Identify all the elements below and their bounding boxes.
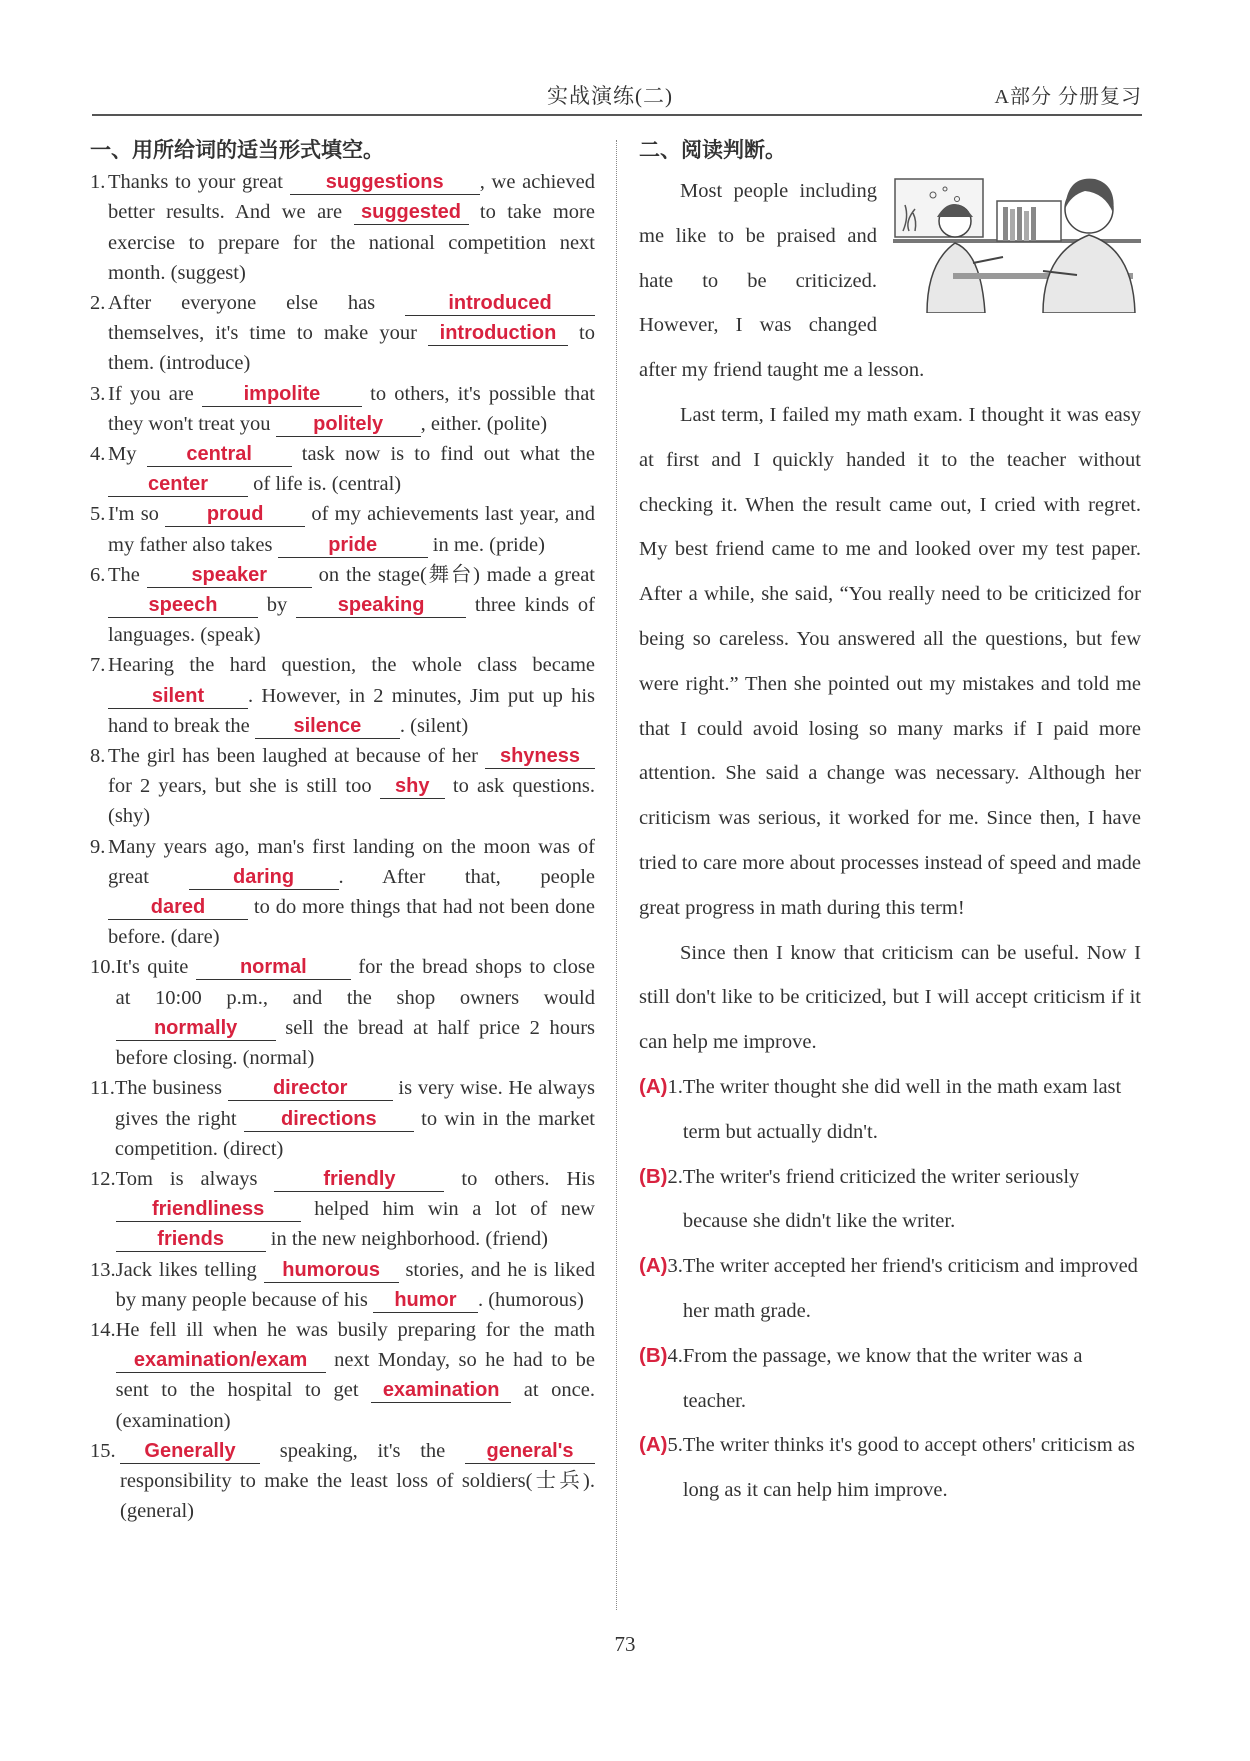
question-number: 9. [90, 835, 106, 858]
answer-blank: introduced [405, 291, 595, 316]
question-6: 6. The speaker on the stage(舞台) made a great speech by speaking three kinds of languages. (speak) [90, 560, 595, 651]
answer-blank: politely [276, 412, 421, 437]
question-10: 10. It's quite normal for the bread shops to close at 10:00 p.m., and the shop owners would normally sell the bread at half price 2 hours before closing. (normal) [90, 952, 595, 1073]
question-number: 12. [90, 1167, 116, 1190]
question-number: 2. [90, 292, 106, 315]
answer-blank: introduction [428, 321, 568, 346]
question-number: 1. [90, 171, 106, 194]
question-5: 5. I'm so proud of my achievements last year, and my father also takes pride in me. (pride) [90, 499, 595, 559]
question-number: 4. [90, 443, 106, 466]
question-8: 8. The girl has been laughed at because of her shyness for 2 years, but she is still too shy to ask questions.(shy) [90, 741, 595, 832]
answer-mark: (A) [639, 1433, 668, 1457]
answer-blank: speech [108, 593, 258, 618]
answer-blank: suggestions [290, 170, 480, 195]
answer-blank: silence [255, 714, 400, 739]
teacher-student-illustration [893, 173, 1141, 313]
question-number: 3. [667, 1255, 683, 1278]
passage-paragraph-3: Since then I know that criticism can be useful. Now I still don't like to be criticized, but I will accept criticism if it can help me improve. [639, 941, 1141, 1054]
answer-blank: examination [371, 1378, 511, 1403]
question-text: The writer's friend criticized the writer seriously because she didn't like the writer. [682, 1165, 1080, 1233]
passage-paragraph-1: Most people including me like to be praised and hate to be criticized. However, I was changed after my friend taught me a lesson. [639, 180, 925, 382]
answer-blank: Generally [120, 1439, 260, 1464]
answer-blank: humor [373, 1288, 478, 1313]
answer-blank: speaking [296, 593, 466, 618]
question-number: 15. [90, 1439, 116, 1462]
answer-blank: speaker [147, 563, 312, 588]
answer-blank: humorous [264, 1258, 399, 1283]
question-13: 13. Jack likes telling humorous stories, and he is liked by many people because of his humor . (humorous) [90, 1255, 595, 1315]
question-text: The writer thinks it's good to accept others' criticism as long as it can help him improve. [682, 1434, 1135, 1502]
judgement-question-1 [639, 1065, 1141, 1155]
answer-blank: normal [196, 955, 351, 980]
section-fill-blanks [90, 135, 595, 1526]
answer-blank: directions [244, 1107, 414, 1132]
question-number: 11. [90, 1077, 115, 1100]
answer-blank: daring [189, 865, 339, 890]
question-14: 14. He fell ill when he was busily preparing for the math examination/exam next Monday, so he had to be sent to the hospital to get examination at once. (examination) [90, 1315, 595, 1436]
question-number: 5. [667, 1434, 683, 1457]
answer-blank: pride [278, 533, 428, 558]
answer-blank: friends [116, 1227, 266, 1252]
answer-blank: examination/exam [116, 1348, 326, 1373]
question-15: 15. Generally speaking, it's the general's responsibility to make the least loss of soldiers(士兵). (general) [90, 1436, 595, 1527]
question-7: 7. Hearing the hard question, the whole class became silent . However, in 2 minutes, Jim put up his hand to break the silence . (silent) [90, 650, 595, 741]
section1-title: 一、用所给词的适当形式填空。 [90, 138, 384, 162]
answer-blank: suggested [354, 200, 469, 225]
judgement-question-4 [639, 1334, 1141, 1424]
question-2: 2. After everyone else has introduced themselves, it's time to make your introduction to them. (introduce) [90, 288, 595, 379]
header-section: A部分 分册复习 [994, 86, 1142, 108]
page-header [92, 78, 1142, 116]
question-number: 8. [90, 745, 106, 768]
question-number: 10. [90, 956, 116, 979]
judgement-question-3 [639, 1244, 1141, 1334]
answer-blank: proud [165, 502, 305, 527]
question-text: From the passage, we know that the writer was a teacher. [682, 1344, 1083, 1412]
passage-paragraph-2: Last term, I failed my math exam. I thought it was easy at first and I quickly handed it to the teacher without checking it. When the result came out, I cried with regret. My best friend came to me and looked over my test paper. After a while, she said, “You really need to be criticized for being so careless. You answered all the questions, but few were right.” Then she pointed out my mistakes and told me that I could avoid losing so many marks if I paid more attention. She said a change was necessary. Although her criticism was serious, it worked for me. Since then, I have tried to care more about processes instead of speed and made great progress in math during this term! [639, 403, 1141, 919]
question-4: 4. My central task now is to find out what the center of life is. (central) [90, 439, 595, 499]
question-number: 6. [90, 563, 106, 586]
answer-blank: center [108, 472, 248, 497]
answer-blank: central [147, 442, 292, 467]
answer-mark: (A) [639, 1074, 668, 1098]
question-text: The writer accepted her friend's criticism and improved her math grade. [682, 1255, 1138, 1322]
question-number: 4. [667, 1344, 683, 1367]
question-text: The writer thought she did well in the math exam last term but actually didn't. [682, 1075, 1122, 1143]
answer-blank: shyness [485, 744, 595, 769]
question-number: 13. [90, 1258, 116, 1281]
answer-blank: normally [116, 1016, 276, 1041]
header-title: 实战演练(二) [547, 84, 673, 108]
question-number: 1. [667, 1075, 683, 1098]
page-number: 73 [614, 1632, 636, 1656]
question-11: 11. The business director is very wise. He always gives the right directions to win in the market competition. (direct) [90, 1073, 595, 1164]
question-12: 12. Tom is always friendly to others. His friendliness helped him win a lot of new friends in the new neighborhood. (friend) [90, 1164, 595, 1255]
question-number: 3. [90, 382, 106, 405]
answer-blank: shy [380, 774, 445, 799]
answer-blank: impolite [202, 382, 362, 407]
answer-mark: (A) [639, 1254, 668, 1278]
judgement-question-2 [639, 1155, 1141, 1245]
question-1: 1. Thanks to your great suggestions , we achieved better results. And we are suggested to take more exercise to prepare for the national competition next month. (suggest) [90, 167, 595, 288]
answer-mark: (B) [639, 1343, 668, 1367]
answer-blank: friendly [274, 1167, 444, 1192]
question-number: 14. [90, 1318, 116, 1341]
section-reading [639, 135, 1141, 1513]
question-9: 9. Many years ago, man's first landing on the moon was of great daring . After that, people dared to do more things that had not been done before. (dare) [90, 832, 595, 953]
answer-blank: general's [465, 1439, 595, 1464]
answer-blank: silent [108, 684, 248, 709]
question-3: 3. If you are impolite to others, it's possible that they won't treat you politely , either. (polite) [90, 379, 595, 439]
answer-blank: director [228, 1076, 393, 1101]
column-divider [616, 140, 617, 1610]
question-number: 7. [90, 654, 106, 677]
question-number: 5. [90, 503, 106, 526]
judgement-question-5 [639, 1423, 1141, 1513]
answer-blank: dared [108, 895, 248, 920]
section2-title: 二、阅读判断。 [639, 138, 786, 162]
answer-blank: friendliness [116, 1197, 301, 1222]
answer-mark: (B) [639, 1164, 668, 1188]
question-number: 2. [667, 1165, 683, 1188]
